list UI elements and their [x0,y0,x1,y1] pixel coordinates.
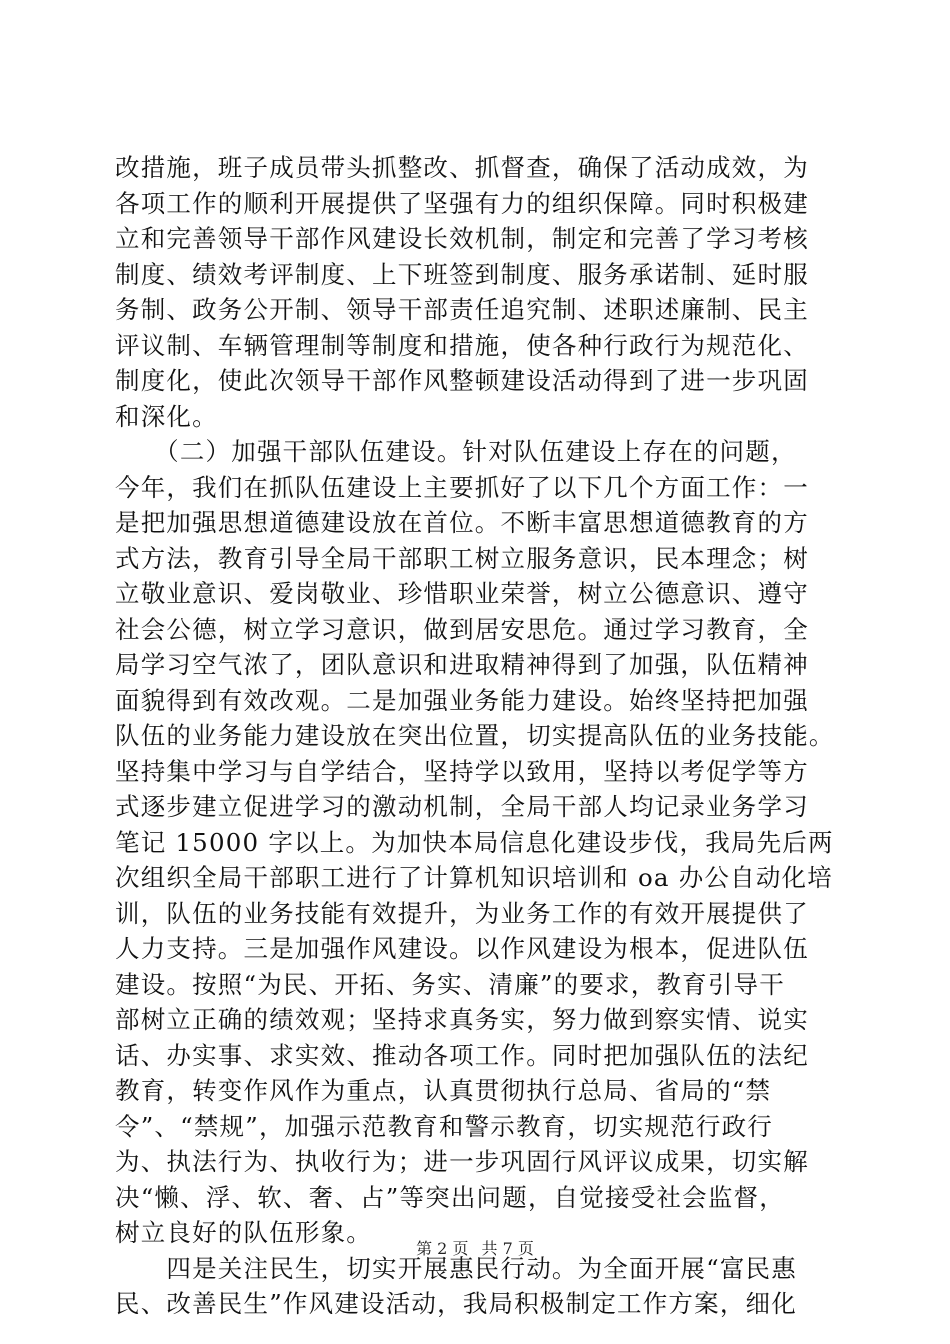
text-line: 令”、“禁规”，加强示范教育和警示教育，切实规范行政行 [115,1111,773,1141]
text-line: 式逐步建立促进学习的激动机制，全局干部人均记录业务学习 [115,792,809,821]
text-line: 是把加强思想道德建设放在首位。不断丰富思想道德教育的方 [115,508,809,537]
text-line: 教育，转变作风作为重点，认真贯彻执行总局、省局的“禁 [115,1076,772,1105]
text-line: 为、执法行为、执收行为；进一步巩固行风评议成果，切实解 [115,1147,809,1176]
page-footer [0,1238,950,1260]
text-line: 次组织全局干部职工进行了计算机知识培训和 oa 办公自动化培 [115,863,833,892]
text-line: 训，队伍的业务技能有效提升，为业务工作的有效开展提供了 [115,898,809,928]
text-line: 面貌得到有效改观。二是加强业务能力建设。始终坚持把加强 [115,685,809,715]
text-line: 评议制、车辆管理制等制度和措施，使各种行政行为规范化、 [115,330,809,360]
text-line: 决“懒、浮、软、奢、占”等突出问题，自觉接受社会监督， [115,1182,785,1212]
text-line: 建设。按照“为民、开拓、务实、清廉”的要求，教育引导干 [115,969,785,999]
text-line: 话、办实事、求实效、推动各项工作。同时把加强队伍的法纪 [115,1040,809,1070]
text-line: （二）加强干部队伍建设。针对队伍建设上存在的问题， [115,437,797,466]
text-line: 人力支持。三是加强作风建设。以作风建设为根本，促进队伍 [115,934,809,963]
text-line: 今年，我们在抓队伍建设上主要抓好了以下几个方面工作：一 [115,472,809,502]
text-line: 队伍的业务能力建设放在突出位置，切实提高队伍的业务技能。 [115,721,835,750]
text-line: 四是关注民生，切实开展惠民行动。为全面开展“富民惠 [115,1253,797,1283]
text-line: 社会公德，树立学习意识，做到居安思危。通过学习教育，全 [115,614,809,644]
text-line: 坚持集中学习与自学结合，坚持学以致用，坚持以考促学等方 [115,756,809,786]
text-line: 式方法，教育引导全局干部职工树立服务意识，民本理念；树 [115,543,809,573]
text-line: 部树立正确的绩效观；坚持求真务实，努力做到察实情、说实 [115,1005,809,1034]
text-line: 民、改善民生”作风建设活动，我局积极制定工作方案，细化 [115,1289,797,1318]
document-body [115,150,855,1322]
text-line: 制度化，使此次领导干部作风整顿建设活动得到了进一步巩固 [115,366,809,395]
page-number: 第 2 页 [416,1239,469,1258]
text-line: 树立良好的队伍形象。 [115,1218,372,1247]
text-line: 各项工作的顺利开展提供了坚强有力的组织保障。同时积极建 [115,188,809,218]
text-line: 立和完善领导干部作风建设长效机制，制定和完善了学习考核 [115,224,809,253]
text-line: 立敬业意识、爱岗敬业、珍惜职业荣誉，树立公德意识、遵守 [115,579,809,608]
page-total: 共 7 页 [481,1239,534,1258]
text-line: 改措施，班子成员带头抓整改、抓督查，确保了活动成效，为 [115,153,809,182]
text-line: 笔记 15000 字以上。为加快本局信息化建设步伐，我局先后两 [115,827,834,857]
text-line: 务制、政务公开制、领导干部责任追究制、述职述廉制、民主 [115,295,809,324]
text-line: 制度、绩效考评制度、上下班签到制度、服务承诺制、延时服 [115,259,809,289]
text-line: 和深化。 [115,401,218,431]
text-line: 局学习空气浓了，团队意识和进取精神得到了加强，队伍精神 [115,650,809,679]
